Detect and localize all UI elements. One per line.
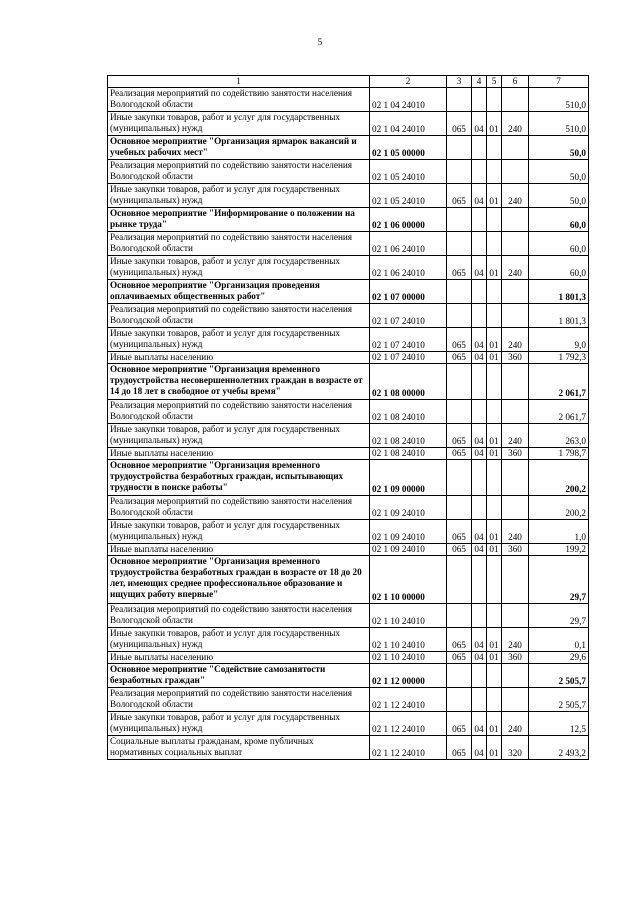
expense-type-code (502, 664, 529, 688)
grbs-code (447, 136, 472, 160)
subsection-code (487, 688, 502, 712)
subsection-code: 01 (487, 328, 502, 352)
section-code (472, 400, 487, 424)
target-code: 02 1 05 24010 (370, 160, 447, 184)
section-code (472, 496, 487, 520)
table-row (108, 688, 589, 712)
row-name: Реализация мероприятий по содействию занятости населения Вологодской области (108, 400, 370, 424)
section-code: 04 (472, 652, 487, 664)
table-row (108, 304, 589, 328)
expense-type-code: 240 (502, 424, 529, 448)
table-body (108, 88, 589, 760)
column-header: 5 (487, 76, 502, 88)
table-row (108, 556, 589, 604)
row-name: Иные выплаты населению (108, 352, 370, 364)
grbs-code (447, 88, 472, 112)
row-name: Иные закупки товаров, работ и услуг для государственных (муниципальных) нужд (108, 424, 370, 448)
table-row (108, 136, 589, 160)
subsection-code: 01 (487, 448, 502, 460)
grbs-code (447, 160, 472, 184)
amount-value: 2 061,7 (529, 364, 589, 400)
target-code: 02 1 06 00000 (370, 208, 447, 232)
table-row (108, 712, 589, 736)
column-header: 4 (472, 76, 487, 88)
row-name: Основное мероприятие "Организация временного трудоустройства безработных граждан, испытывающих трудности в поиске работы" (108, 460, 370, 496)
section-code (472, 232, 487, 256)
section-code: 04 (472, 736, 487, 760)
subsection-code (487, 160, 502, 184)
grbs-code (447, 556, 472, 604)
target-code: 02 1 05 00000 (370, 136, 447, 160)
budget-table (107, 75, 589, 760)
subsection-code (487, 556, 502, 604)
section-code: 04 (472, 628, 487, 652)
subsection-code (487, 604, 502, 628)
grbs-code: 065 (447, 712, 472, 736)
row-name: Социальные выплаты гражданам, кроме публичных нормативных социальных выплат (108, 736, 370, 760)
target-code: 02 1 04 24010 (370, 88, 447, 112)
amount-value: 2 505,7 (529, 688, 589, 712)
grbs-code: 065 (447, 448, 472, 460)
grbs-code: 065 (447, 256, 472, 280)
grbs-code: 065 (447, 352, 472, 364)
section-code: 04 (472, 352, 487, 364)
amount-value: 200,2 (529, 496, 589, 520)
target-code: 02 1 07 24010 (370, 328, 447, 352)
subsection-code: 01 (487, 112, 502, 136)
table-row (108, 280, 589, 304)
subsection-code (487, 400, 502, 424)
table-row (108, 112, 589, 136)
table-row (108, 424, 589, 448)
subsection-code: 01 (487, 352, 502, 364)
section-code (472, 604, 487, 628)
grbs-code: 065 (447, 424, 472, 448)
table-row (108, 544, 589, 556)
target-code: 02 1 05 24010 (370, 184, 447, 208)
row-name: Иные закупки товаров, работ и услуг для государственных (муниципальных) нужд (108, 256, 370, 280)
row-name: Реализация мероприятий по содействию занятости населения Вологодской области (108, 604, 370, 628)
subsection-code: 01 (487, 712, 502, 736)
table-row (108, 400, 589, 424)
grbs-code (447, 364, 472, 400)
grbs-code: 065 (447, 652, 472, 664)
row-name: Реализация мероприятий по содействию занятости населения Вологодской области (108, 160, 370, 184)
amount-value: 29,6 (529, 652, 589, 664)
subsection-code: 01 (487, 424, 502, 448)
expense-type-code: 240 (502, 628, 529, 652)
expense-type-code (502, 688, 529, 712)
expense-type-code (502, 136, 529, 160)
expense-type-code: 240 (502, 184, 529, 208)
section-code: 04 (472, 256, 487, 280)
table-row (108, 208, 589, 232)
grbs-code (447, 232, 472, 256)
expense-type-code: 320 (502, 736, 529, 760)
grbs-code (447, 688, 472, 712)
table-row (108, 520, 589, 544)
grbs-code: 065 (447, 112, 472, 136)
target-code: 02 1 08 24010 (370, 448, 447, 460)
row-name: Иные выплаты населению (108, 652, 370, 664)
expense-type-code: 240 (502, 256, 529, 280)
table-row (108, 736, 589, 760)
section-code: 04 (472, 424, 487, 448)
section-code (472, 88, 487, 112)
column-header: 1 (108, 76, 370, 88)
section-code (472, 688, 487, 712)
table-row (108, 604, 589, 628)
section-code: 04 (472, 712, 487, 736)
grbs-code: 065 (447, 184, 472, 208)
grbs-code (447, 280, 472, 304)
subsection-code: 01 (487, 544, 502, 556)
amount-value: 12,5 (529, 712, 589, 736)
table-row (108, 352, 589, 364)
target-code: 02 1 08 00000 (370, 364, 447, 400)
amount-value: 2 061,7 (529, 400, 589, 424)
amount-value: 29,7 (529, 604, 589, 628)
expense-type-code: 240 (502, 112, 529, 136)
expense-type-code (502, 400, 529, 424)
expense-type-code: 360 (502, 352, 529, 364)
expense-type-code (502, 496, 529, 520)
table-row (108, 160, 589, 184)
section-code (472, 280, 487, 304)
expense-type-code (502, 460, 529, 496)
expense-type-code (502, 304, 529, 328)
grbs-code (447, 460, 472, 496)
target-code: 02 1 12 24010 (370, 736, 447, 760)
target-code: 02 1 10 00000 (370, 556, 447, 604)
amount-value: 60,0 (529, 256, 589, 280)
amount-value: 60,0 (529, 208, 589, 232)
page-number: 5 (317, 37, 323, 47)
subsection-code (487, 496, 502, 520)
amount-value: 50,0 (529, 136, 589, 160)
amount-value: 2 493,2 (529, 736, 589, 760)
subsection-code (487, 460, 502, 496)
row-name: Реализация мероприятий по содействию занятости населения Вологодской области (108, 88, 370, 112)
subsection-code: 01 (487, 628, 502, 652)
amount-value: 60,0 (529, 232, 589, 256)
table-row (108, 628, 589, 652)
grbs-code (447, 664, 472, 688)
table-row (108, 364, 589, 400)
target-code: 02 1 07 24010 (370, 304, 447, 328)
section-code (472, 136, 487, 160)
target-code: 02 1 12 00000 (370, 664, 447, 688)
expense-type-code (502, 160, 529, 184)
section-code (472, 304, 487, 328)
amount-value: 510,0 (529, 88, 589, 112)
table-row (108, 496, 589, 520)
section-code (472, 556, 487, 604)
row-name: Основное мероприятие "Организация ярмарок вакансий и учебных рабочих мест" (108, 136, 370, 160)
target-code: 02 1 06 24010 (370, 232, 447, 256)
table-row (108, 448, 589, 460)
row-name: Реализация мероприятий по содействию занятости населения Вологодской области (108, 304, 370, 328)
amount-value: 50,0 (529, 184, 589, 208)
column-header: 2 (370, 76, 447, 88)
grbs-code (447, 496, 472, 520)
amount-value: 263,0 (529, 424, 589, 448)
grbs-code (447, 208, 472, 232)
amount-value: 50,0 (529, 160, 589, 184)
amount-value: 1 801,3 (529, 304, 589, 328)
subsection-code (487, 664, 502, 688)
expense-type-code (502, 604, 529, 628)
subsection-code (487, 232, 502, 256)
row-name: Основное мероприятие "Организация проведения оплачиваемых общественных работ" (108, 280, 370, 304)
amount-value: 0,1 (529, 628, 589, 652)
row-name: Иные закупки товаров, работ и услуг для государственных (муниципальных) нужд (108, 328, 370, 352)
grbs-code: 065 (447, 328, 472, 352)
subsection-code: 01 (487, 184, 502, 208)
section-code: 04 (472, 544, 487, 556)
row-name: Основное мероприятие "Организация временного трудоустройства несовершеннолетних граждан в возрасте от 14 до 18 лет в свободное от учебы время" (108, 364, 370, 400)
row-name: Основное мероприятие "Информирование о положении на рынке труда" (108, 208, 370, 232)
expense-type-code (502, 280, 529, 304)
target-code: 02 1 10 24010 (370, 652, 447, 664)
target-code: 02 1 12 24010 (370, 712, 447, 736)
row-name: Иные закупки товаров, работ и услуг для государственных (муниципальных) нужд (108, 520, 370, 544)
subsection-code: 01 (487, 652, 502, 664)
section-code: 04 (472, 328, 487, 352)
expense-type-code: 360 (502, 448, 529, 460)
table-row (108, 184, 589, 208)
grbs-code: 065 (447, 520, 472, 544)
table-row (108, 652, 589, 664)
subsection-code (487, 208, 502, 232)
row-name: Иные закупки товаров, работ и услуг для государственных (муниципальных) нужд (108, 184, 370, 208)
amount-value: 199,2 (529, 544, 589, 556)
amount-value: 9,0 (529, 328, 589, 352)
table-row (108, 232, 589, 256)
row-name: Иные закупки товаров, работ и услуг для государственных (муниципальных) нужд (108, 112, 370, 136)
table-row (108, 256, 589, 280)
amount-value: 29,7 (529, 556, 589, 604)
grbs-code: 065 (447, 736, 472, 760)
amount-value: 1 801,3 (529, 280, 589, 304)
expense-type-code: 240 (502, 712, 529, 736)
amount-value: 510,0 (529, 112, 589, 136)
expense-type-code (502, 88, 529, 112)
row-name: Иные закупки товаров, работ и услуг для государственных (муниципальных) нужд (108, 712, 370, 736)
amount-value: 1 798,7 (529, 448, 589, 460)
table-row (108, 664, 589, 688)
row-name: Реализация мероприятий по содействию занятости населения Вологодской области (108, 232, 370, 256)
grbs-code: 065 (447, 628, 472, 652)
target-code: 02 1 07 24010 (370, 352, 447, 364)
section-code (472, 160, 487, 184)
subsection-code: 01 (487, 256, 502, 280)
section-code: 04 (472, 520, 487, 544)
target-code: 02 1 10 24010 (370, 628, 447, 652)
table-row (108, 328, 589, 352)
target-code: 02 1 08 24010 (370, 424, 447, 448)
target-code: 02 1 10 24010 (370, 604, 447, 628)
column-header: 6 (502, 76, 529, 88)
section-code (472, 460, 487, 496)
target-code: 02 1 09 24010 (370, 496, 447, 520)
target-code: 02 1 07 00000 (370, 280, 447, 304)
subsection-code (487, 364, 502, 400)
amount-value: 1 792,3 (529, 352, 589, 364)
subsection-code: 01 (487, 520, 502, 544)
expense-type-code: 240 (502, 328, 529, 352)
subsection-code (487, 304, 502, 328)
row-name: Основное мероприятие "Организация временного трудоустройства безработных граждан в возрасте от 18 до 20 лет, имеющих среднее профессиональное образование и ищущих работу впервые" (108, 556, 370, 604)
target-code: 02 1 04 24010 (370, 112, 447, 136)
subsection-code (487, 280, 502, 304)
section-code (472, 364, 487, 400)
target-code: 02 1 09 00000 (370, 460, 447, 496)
subsection-code (487, 136, 502, 160)
target-code: 02 1 06 24010 (370, 256, 447, 280)
expense-type-code (502, 232, 529, 256)
expense-type-code: 240 (502, 520, 529, 544)
table-row (108, 88, 589, 112)
amount-value: 1,0 (529, 520, 589, 544)
row-name: Основное мероприятие "Содействие самозанятости безработных граждан" (108, 664, 370, 688)
grbs-code: 065 (447, 544, 472, 556)
column-header: 7 (529, 76, 589, 88)
table-row (108, 460, 589, 496)
section-code: 04 (472, 448, 487, 460)
amount-value: 2 505,7 (529, 664, 589, 688)
grbs-code (447, 604, 472, 628)
row-name: Иные выплаты населению (108, 448, 370, 460)
target-code: 02 1 08 24010 (370, 400, 447, 424)
amount-value: 200,2 (529, 460, 589, 496)
section-code (472, 664, 487, 688)
subsection-code (487, 88, 502, 112)
expense-type-code (502, 364, 529, 400)
target-code: 02 1 12 24010 (370, 688, 447, 712)
expense-type-code: 360 (502, 544, 529, 556)
expense-type-code: 360 (502, 652, 529, 664)
row-name: Реализация мероприятий по содействию занятости населения Вологодской области (108, 496, 370, 520)
grbs-code (447, 400, 472, 424)
column-header: 3 (447, 76, 472, 88)
expense-type-code (502, 208, 529, 232)
grbs-code (447, 304, 472, 328)
section-code (472, 208, 487, 232)
section-code: 04 (472, 112, 487, 136)
section-code: 04 (472, 184, 487, 208)
row-name: Иные выплаты населению (108, 544, 370, 556)
row-name: Иные закупки товаров, работ и услуг для государственных (муниципальных) нужд (108, 628, 370, 652)
target-code: 02 1 09 24010 (370, 544, 447, 556)
expense-type-code (502, 556, 529, 604)
target-code: 02 1 09 24010 (370, 520, 447, 544)
column-header-row (108, 76, 589, 88)
row-name: Реализация мероприятий по содействию занятости населения Вологодской области (108, 688, 370, 712)
subsection-code: 01 (487, 736, 502, 760)
